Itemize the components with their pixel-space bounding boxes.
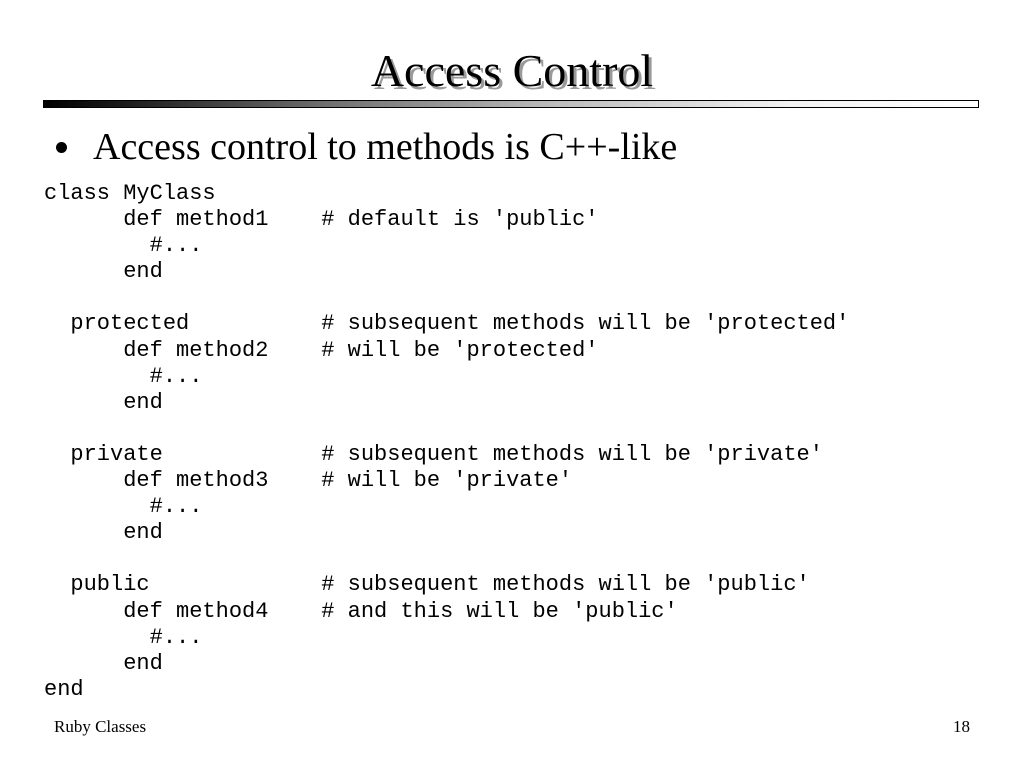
code-line: def method1 # default is 'public' xyxy=(44,207,599,233)
code-line: def method4 # and this will be 'public' xyxy=(44,598,678,624)
code-line: end xyxy=(44,650,163,676)
code-line: class MyClass xyxy=(44,181,216,206)
bullet-item xyxy=(56,124,677,170)
code-line: #... xyxy=(44,363,203,389)
code-line xyxy=(44,546,849,572)
code-line: end xyxy=(44,259,163,285)
code-line: #... xyxy=(44,624,203,650)
code-line: def method3 # will be 'private' xyxy=(44,468,573,494)
code-line: #... xyxy=(44,494,203,520)
bullet-dot-icon xyxy=(56,142,67,153)
footer-presentation-title: Ruby Classes xyxy=(54,717,147,736)
code-line: protected # subsequent methods will be 'protected' xyxy=(44,311,850,337)
footer-page-number: 18 xyxy=(953,717,970,736)
code-line: #... xyxy=(44,233,203,259)
slide-title: Access Control xyxy=(370,45,654,96)
code-line: end xyxy=(44,676,84,702)
code-line: end xyxy=(44,389,163,415)
code-line: end xyxy=(44,520,163,546)
code-line: public # subsequent methods will be 'public' xyxy=(44,572,810,598)
code-line: def method2 # will be 'protected' xyxy=(44,337,599,363)
code-line xyxy=(44,285,849,311)
title-divider xyxy=(43,100,979,108)
code-line xyxy=(44,416,849,442)
code-block xyxy=(44,181,849,703)
bullet-text: Access control to methods is C++-like xyxy=(93,126,678,168)
code-line: private # subsequent methods will be 'private' xyxy=(44,441,823,467)
